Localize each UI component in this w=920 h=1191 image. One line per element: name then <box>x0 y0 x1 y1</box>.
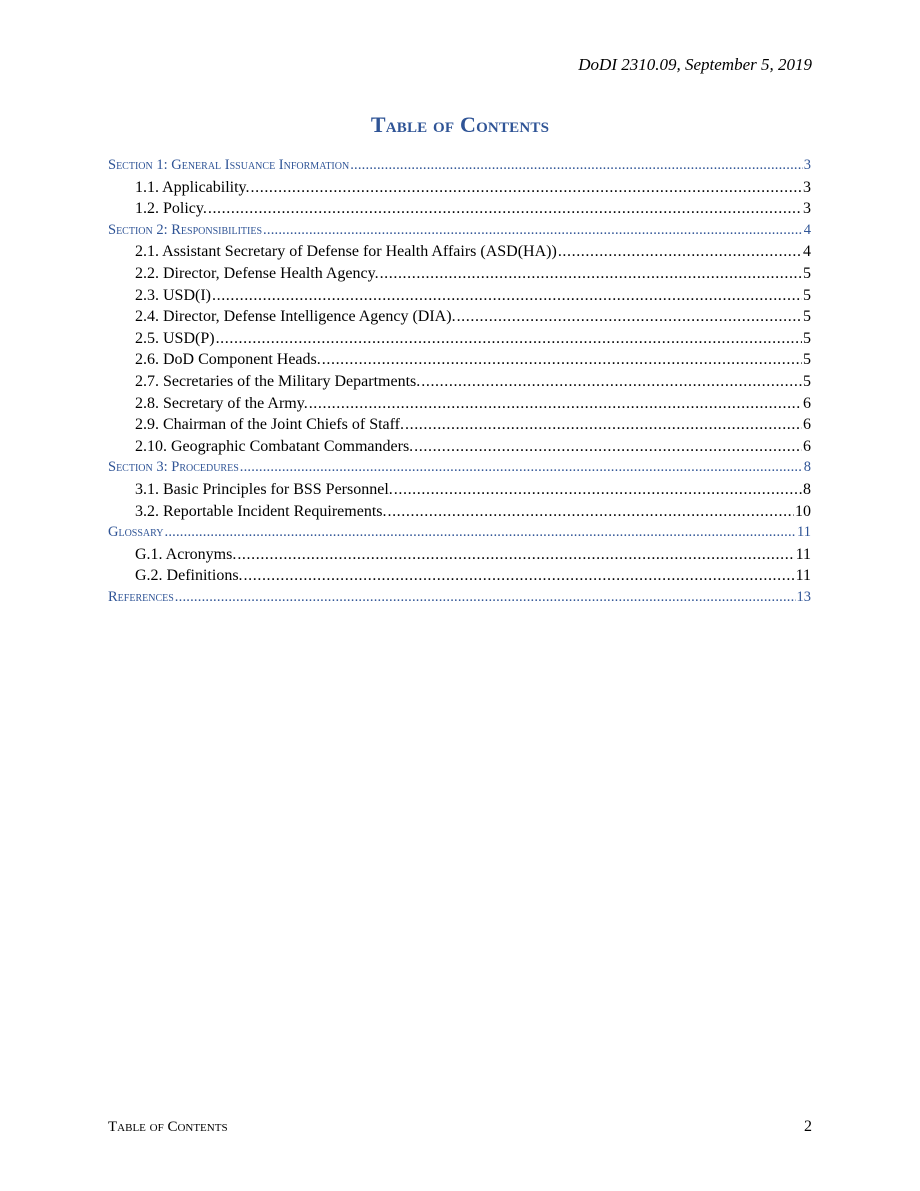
dot-leader <box>216 328 802 350</box>
toc-entry-references[interactable] <box>108 587 811 609</box>
toc-entry-page: 5 <box>803 264 811 282</box>
toc-entry-g-1[interactable] <box>108 544 811 566</box>
toc-entry-label: 2.7. Secretaries of the Military Departments. <box>135 372 421 390</box>
toc-entry-page: 5 <box>803 308 811 326</box>
toc-entry-3-2[interactable] <box>108 501 811 523</box>
toc-entry-1-1[interactable] <box>108 177 811 199</box>
dot-leader <box>350 155 803 177</box>
page-title: Table of Contents <box>370 112 550 137</box>
toc-entry-page: 4 <box>803 243 811 261</box>
dot-leader <box>421 371 802 393</box>
dot-leader <box>457 306 802 328</box>
dot-leader <box>394 479 802 501</box>
toc-entry-page: 8 <box>803 459 811 476</box>
document-header: DoDI 2310.09, September 5, 2019 <box>578 55 812 74</box>
page-number: 2 <box>804 1118 812 1135</box>
toc-entry-page: 6 <box>803 416 811 434</box>
toc-entry-section-2[interactable] <box>108 220 811 242</box>
dot-leader <box>387 501 794 523</box>
dot-leader <box>380 263 802 285</box>
dot-leader <box>165 522 797 544</box>
toc-entry-2-1[interactable] <box>108 241 811 263</box>
dot-leader <box>175 587 796 609</box>
dot-leader <box>309 393 802 415</box>
page-footer <box>108 1118 812 1136</box>
toc-entry-label: 2.5. USD(P) <box>135 329 215 347</box>
toc-entry-2-10[interactable] <box>108 436 811 458</box>
toc-entry-label: G.2. Definitions. <box>135 567 243 585</box>
toc-entry-label: 2.10. Geographic Combatant Commanders. <box>135 437 414 455</box>
toc-entry-2-3[interactable] <box>108 285 811 307</box>
toc-entry-2-7[interactable] <box>108 371 811 393</box>
toc-entry-label: 3.2. Reportable Incident Requirements. <box>135 502 387 520</box>
toc-entry-page: 10 <box>795 502 811 520</box>
dot-leader <box>322 349 802 371</box>
toc-entry-label: Glossary <box>108 524 164 541</box>
toc-entry-page: 11 <box>797 524 811 541</box>
toc-entry-label: 2.8. Secretary of the Army. <box>135 394 308 412</box>
toc-entry-page: 3 <box>803 157 811 173</box>
toc-entry-label: 1.2. Policy. <box>135 200 207 218</box>
dot-leader <box>244 565 795 587</box>
toc-entry-label: References <box>108 588 174 605</box>
toc-entry-page: 6 <box>803 394 811 412</box>
toc-entry-page: 5 <box>803 372 811 390</box>
toc-entry-section-1[interactable] <box>108 155 811 177</box>
toc-entry-label: 3.1. Basic Principles for BSS Personnel. <box>135 480 393 498</box>
toc-entry-label: 2.2. Director, Defense Health Agency. <box>135 264 379 282</box>
dot-leader <box>208 198 802 220</box>
toc-entry-2-8[interactable] <box>108 393 811 415</box>
footer-section-title: Table of Contents <box>108 1119 228 1135</box>
toc-entry-2-6[interactable] <box>108 349 811 371</box>
dot-leader <box>405 414 802 436</box>
toc-entry-page: 11 <box>795 567 811 585</box>
toc-entry-label: 2.6. DoD Component Heads. <box>135 351 321 369</box>
toc-entry-2-9[interactable] <box>108 414 811 436</box>
toc-entry-page: 5 <box>803 329 811 347</box>
toc-entry-label: Section 2: Responsibilities <box>108 221 263 238</box>
toc-entry-page: 4 <box>803 221 811 238</box>
toc-entry-label: 2.3. USD(I) <box>135 286 211 304</box>
table-of-contents <box>108 155 811 608</box>
toc-entry-page: 5 <box>803 286 811 304</box>
dot-leader <box>212 285 802 307</box>
toc-entry-3-1[interactable] <box>108 479 811 501</box>
dot-leader <box>558 241 802 263</box>
toc-entry-label: 2.4. Director, Defense Intelligence Agency (DIA). <box>135 308 456 326</box>
toc-entry-page: 6 <box>803 437 811 455</box>
toc-entry-label: 2.9. Chairman of the Joint Chiefs of Staff. <box>135 416 404 434</box>
toc-entry-page: 3 <box>803 200 811 218</box>
toc-entry-page: 11 <box>795 545 811 563</box>
dot-leader <box>263 220 803 242</box>
toc-entry-page: 13 <box>796 588 811 605</box>
dot-leader <box>237 544 794 566</box>
toc-entry-1-2[interactable] <box>108 198 811 220</box>
dot-leader <box>240 457 803 479</box>
toc-entry-2-4[interactable] <box>108 306 811 328</box>
toc-entry-2-2[interactable] <box>108 263 811 285</box>
dot-leader <box>414 436 802 458</box>
toc-entry-page: 8 <box>803 480 811 498</box>
toc-entry-page: 5 <box>803 351 811 369</box>
toc-entry-label: G.1. Acronyms. <box>135 545 237 563</box>
toc-entry-page: 3 <box>803 178 811 196</box>
toc-entry-2-5[interactable] <box>108 328 811 350</box>
toc-entry-section-3[interactable] <box>108 457 811 479</box>
toc-entry-label: Section 1: General Issuance Information <box>108 157 350 173</box>
toc-entry-label: Section 3: Procedures <box>108 459 239 476</box>
dot-leader <box>251 177 802 199</box>
toc-entry-label: 2.1. Assistant Secretary of Defense for Health Affairs (ASD(HA)) <box>135 243 557 261</box>
toc-entry-label: 1.1. Applicability. <box>135 178 250 196</box>
toc-entry-g-2[interactable] <box>108 565 811 587</box>
toc-entry-glossary[interactable] <box>108 522 811 544</box>
